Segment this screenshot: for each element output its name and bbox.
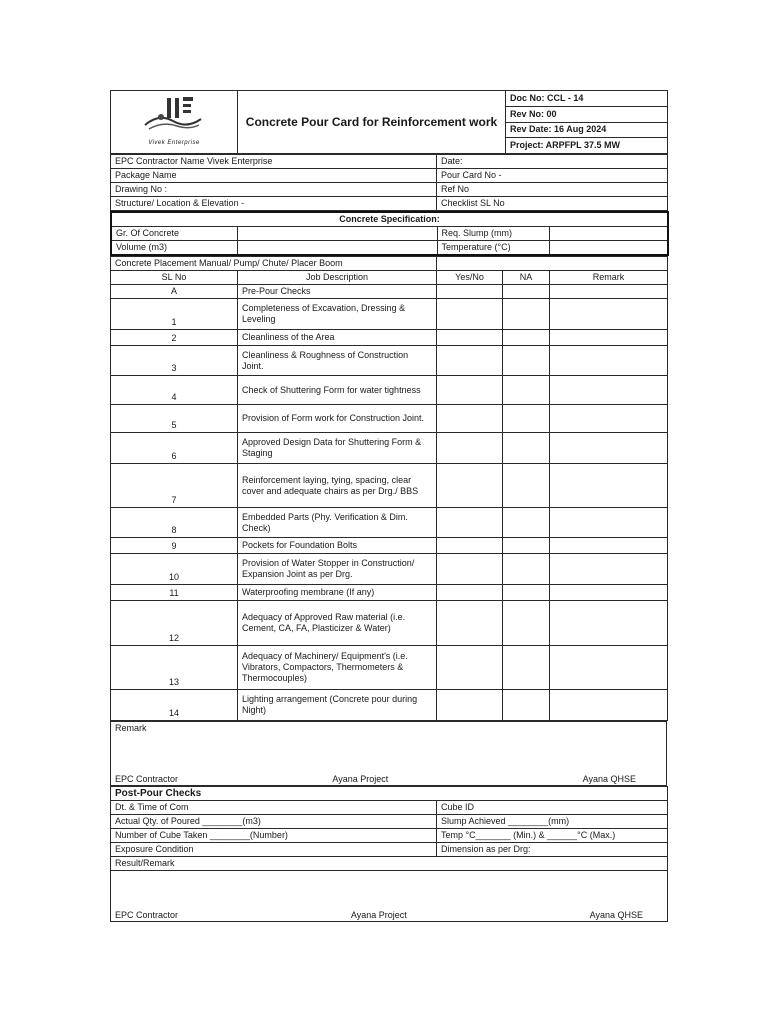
table-row: [111, 585, 668, 601]
sign2-ayana-qhse: Ayana QHSE: [589, 910, 643, 920]
na-cell[interactable]: [503, 376, 550, 405]
logo-text: Vivek Enterprise: [148, 140, 200, 146]
table-row: [111, 376, 668, 405]
item-sl-no: 14: [111, 690, 238, 721]
item-description: Embedded Parts (Phy. Verification & Dim. Check): [238, 508, 437, 538]
table-row: [111, 690, 668, 721]
col-yes-no: Yes/No: [437, 271, 503, 285]
item-sl-no: 9: [111, 538, 238, 554]
project: Project: ARPFPL 37.5 MW: [506, 138, 668, 154]
na-cell[interactable]: [503, 508, 550, 538]
cube-id[interactable]: Cube ID: [437, 801, 668, 815]
number-of-cubes[interactable]: Number of Cube Taken ________(Number): [111, 829, 437, 843]
na-cell[interactable]: [503, 554, 550, 585]
item-sl-no: 5: [111, 405, 238, 433]
placement-method: Concrete Placement Manual/ Pump/ Chute/ Placer Boom: [111, 257, 437, 271]
item-sl-no: 4: [111, 376, 238, 405]
grade-label: Gr. Of Concrete: [111, 227, 237, 241]
structure-location-field[interactable]: Structure/ Location & Elevation -: [111, 197, 437, 211]
post-pour-heading: Post-Pour Checks: [111, 787, 668, 801]
remark-cell[interactable]: [550, 299, 668, 330]
page-title: Concrete Pour Card for Reinforcement work: [238, 91, 506, 154]
na-cell[interactable]: [503, 690, 550, 721]
item-description: Provision of Form work for Construction Joint.: [238, 405, 437, 433]
drawing-no-field[interactable]: Drawing No :: [111, 183, 437, 197]
item-description: Reinforcement laying, tying, spacing, clear cover and adequate chairs as per Drg./ BBS: [238, 464, 437, 508]
col-na: NA: [503, 271, 550, 285]
slump-achieved[interactable]: Slump Achieved ________(mm): [437, 815, 668, 829]
spec-heading: Concrete Specification:: [111, 212, 668, 227]
package-name-field[interactable]: Package Name: [111, 169, 437, 183]
yes-no-cell[interactable]: [437, 464, 503, 508]
yes-no-cell[interactable]: [437, 601, 503, 646]
yes-no-cell[interactable]: [437, 299, 503, 330]
ref-no-field[interactable]: Ref No: [437, 183, 668, 197]
remark-cell[interactable]: [550, 376, 668, 405]
exposure-condition[interactable]: Exposure Condition: [111, 843, 437, 857]
yes-no-cell[interactable]: [437, 330, 503, 346]
item-sl-no: 1: [111, 299, 238, 330]
table-row: [111, 299, 668, 330]
remark-cell[interactable]: [550, 554, 668, 585]
remark-label: Remark: [111, 722, 667, 736]
remark-cell[interactable]: [550, 585, 668, 601]
item-description: Cleanliness of the Area: [238, 330, 437, 346]
yes-no-cell[interactable]: [437, 585, 503, 601]
slump-label: Req. Slump (mm): [437, 227, 549, 241]
temperature-value[interactable]: [549, 241, 668, 256]
item-sl-no: 13: [111, 646, 238, 690]
remark-cell[interactable]: [550, 538, 668, 554]
item-sl-no: 2: [111, 330, 238, 346]
volume-label: Volume (m3): [111, 241, 237, 256]
table-row: [111, 405, 668, 433]
yes-no-cell[interactable]: [437, 405, 503, 433]
na-cell[interactable]: [503, 538, 550, 554]
actual-qty-poured[interactable]: Actual Qty. of Poured ________(m3): [111, 815, 437, 829]
pre-pour-heading: Pre-Pour Checks: [238, 285, 437, 299]
checklist-items: [111, 299, 668, 721]
logo-icon: [139, 95, 209, 135]
col-sl-no: SL No: [111, 271, 238, 285]
checklist-table: [110, 256, 668, 721]
na-cell[interactable]: [503, 405, 550, 433]
yes-no-cell[interactable]: [437, 554, 503, 585]
remark-cell[interactable]: [550, 508, 668, 538]
header-table: [110, 90, 668, 154]
date-field[interactable]: Date:: [437, 155, 668, 169]
col-remark: Remark: [550, 271, 668, 285]
remark-table: [110, 721, 667, 786]
item-description: Pockets for Foundation Bolts: [238, 538, 437, 554]
post-pour-table: [110, 786, 668, 922]
item-sl-no: 7: [111, 464, 238, 508]
item-sl-no: 12: [111, 601, 238, 646]
table-row: [111, 464, 668, 508]
table-row: [111, 554, 668, 585]
yes-no-cell[interactable]: [437, 346, 503, 376]
temperature-range[interactable]: Temp °C_______ (Min.) & ______°C (Max.): [437, 829, 668, 843]
date-time-com[interactable]: Dt. & Time of Com: [111, 801, 437, 815]
remark-cell[interactable]: [550, 433, 668, 464]
remark-cell[interactable]: [550, 464, 668, 508]
signature-block-1: [111, 735, 667, 786]
item-sl-no: 8: [111, 508, 238, 538]
remark-cell[interactable]: [550, 330, 668, 346]
table-row: [111, 538, 668, 554]
item-description: Lighting arrangement (Concrete pour during Night): [238, 690, 437, 721]
remark-cell[interactable]: [550, 346, 668, 376]
item-description: Check of Shuttering Form for water tightness: [238, 376, 437, 405]
yes-no-cell[interactable]: [437, 690, 503, 721]
item-sl-no: 6: [111, 433, 238, 464]
na-cell[interactable]: [503, 585, 550, 601]
item-description: Provision of Water Stopper in Construction/ Expansion Joint as per Drg.: [238, 554, 437, 585]
rev-no: Rev No: 00: [506, 106, 668, 122]
item-sl-no: 3: [111, 346, 238, 376]
table-row: [111, 601, 668, 646]
col-job-description: Job Description: [238, 271, 437, 285]
sign2-ayana-project: Ayana Project: [350, 910, 407, 920]
na-cell[interactable]: [503, 433, 550, 464]
remark-cell[interactable]: [550, 690, 668, 721]
yes-no-cell[interactable]: [437, 538, 503, 554]
table-row: [111, 433, 668, 464]
rev-date: Rev Date: 16 Aug 2024: [506, 122, 668, 138]
na-cell[interactable]: [503, 299, 550, 330]
pre-pour-sl: A: [111, 285, 238, 299]
item-sl-no: 11: [111, 585, 238, 601]
remark-cell[interactable]: [550, 646, 668, 690]
item-description: Waterproofing membrane (If any): [238, 585, 437, 601]
grade-value[interactable]: [237, 227, 437, 241]
signature-block-2: [111, 871, 668, 922]
item-description: Adequacy of Machinery/ Equipment's (i.e. Vibrators, Compactors, Thermometers & Thermocouples): [238, 646, 437, 690]
na-cell[interactable]: [503, 464, 550, 508]
na-cell[interactable]: [503, 601, 550, 646]
table-row: [111, 346, 668, 376]
company-logo: [111, 91, 238, 154]
table-row: [111, 330, 668, 346]
sign2-epc-contractor: EPC Contractor: [115, 910, 179, 920]
item-description: Cleanliness & Roughness of Construction Joint.: [238, 346, 437, 376]
epc-contractor-name: EPC Contractor Name Vivek Enterprise: [111, 155, 437, 169]
concrete-spec-table: [110, 211, 669, 256]
table-row: [111, 646, 668, 690]
item-sl-no: 10: [111, 554, 238, 585]
info-table: [110, 154, 668, 211]
yes-no-cell[interactable]: [437, 433, 503, 464]
pour-card-no-field[interactable]: Pour Card No -: [437, 169, 668, 183]
pour-card-form: [110, 90, 667, 922]
na-cell[interactable]: [503, 346, 550, 376]
yes-no-cell[interactable]: [437, 646, 503, 690]
sign-ayana-qhse: Ayana QHSE: [582, 774, 636, 784]
checklist-sl-field[interactable]: Checklist SL No: [437, 197, 668, 211]
sign-ayana-project: Ayana Project: [332, 774, 389, 784]
table-row: [111, 508, 668, 538]
dimension-as-per-drg[interactable]: Dimension as per Drg:: [437, 843, 668, 857]
doc-no: Doc No: CCL - 14: [506, 91, 668, 107]
na-cell[interactable]: [503, 646, 550, 690]
result-remark[interactable]: Result/Remark: [111, 857, 668, 871]
slump-value[interactable]: [549, 227, 668, 241]
item-description: Completeness of Excavation, Dressing & Leveling: [238, 299, 437, 330]
item-description: Adequacy of Approved Raw material (i.e. Cement, CA, FA, Plasticizer & Water): [238, 601, 437, 646]
yes-no-cell[interactable]: [437, 508, 503, 538]
remark-cell[interactable]: [550, 405, 668, 433]
na-cell[interactable]: [503, 330, 550, 346]
sign-epc-contractor: EPC Contractor: [115, 774, 179, 784]
item-description: Approved Design Data for Shuttering Form & Staging: [238, 433, 437, 464]
remark-cell[interactable]: [550, 601, 668, 646]
temperature-label: Temperature (°C): [437, 241, 549, 256]
volume-value[interactable]: [237, 241, 437, 256]
yes-no-cell[interactable]: [437, 376, 503, 405]
